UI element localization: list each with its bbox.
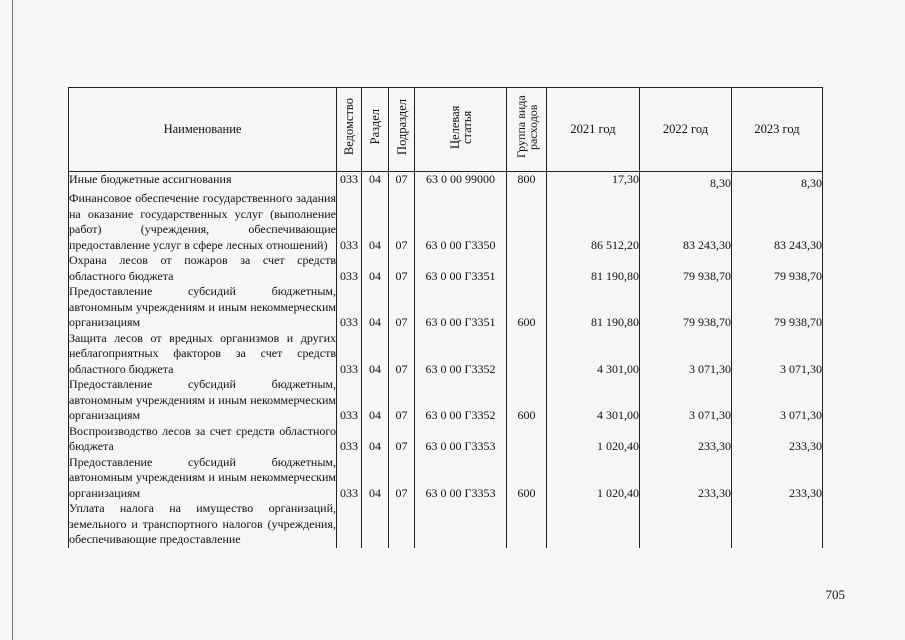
cell-v2021: 1 020,40 <box>547 424 640 455</box>
cell-vr <box>507 424 547 455</box>
cell-razd: 04 <box>362 284 389 331</box>
cell-cs: 63 0 00 Г3352 <box>415 331 507 378</box>
cell-v2023: 3 071,30 <box>732 331 823 378</box>
cell-podr: 07 <box>389 377 415 424</box>
cell-v2023: 83 243,30 <box>732 191 823 253</box>
cell-cs: 63 0 00 99000 <box>415 171 507 191</box>
header-name: Наименование <box>69 88 337 172</box>
cell-razd: 04 <box>362 171 389 191</box>
cell-v2021: 1 020,40 <box>547 455 640 502</box>
cell-podr: 07 <box>389 424 415 455</box>
cell-v2022: 233,30 <box>640 424 732 455</box>
header-2022: 2022 год <box>640 88 732 172</box>
table-row <box>69 253 823 284</box>
cell-razd: 04 <box>362 455 389 502</box>
cell-name: Предоставление субсидий бюджетным, автономным учреждениям и иным некоммерческим организациям <box>69 454 336 500</box>
table-header-row <box>69 88 823 172</box>
cell-v2022: 3 071,30 <box>640 377 732 424</box>
table-row <box>69 424 823 455</box>
table-row <box>69 331 823 378</box>
cell-ved: 033 <box>337 284 362 331</box>
cell-vr: 800 <box>507 171 547 191</box>
cell-v2023: 79 938,70 <box>732 253 823 284</box>
cell-razd: 04 <box>362 424 389 455</box>
cell-cs: 63 0 00 Г3353 <box>415 424 507 455</box>
table-row <box>69 377 823 424</box>
cell-v2022: 3 071,30 <box>640 331 732 378</box>
cell-vr <box>507 253 547 284</box>
cell-cs: 63 0 00 Г3353 <box>415 455 507 502</box>
cell-razd: 04 <box>362 331 389 378</box>
cell-v2021 <box>547 501 640 548</box>
header-celevaya: Целевая статья <box>415 88 507 172</box>
cell-razd: 04 <box>362 191 389 253</box>
cell-v2022: 79 938,70 <box>640 284 732 331</box>
page-number: 705 <box>825 587 845 602</box>
cell-podr <box>389 501 415 548</box>
table-row <box>69 455 823 502</box>
cell-name: Воспроизводство лесов за счет средств областного бюджета <box>69 423 336 453</box>
cell-ved: 033 <box>337 455 362 502</box>
cell-cs: 63 0 00 Г3352 <box>415 377 507 424</box>
cell-podr: 07 <box>389 171 415 191</box>
cell-cs: 63 0 00 Г3350 <box>415 191 507 253</box>
cell-v2021: 86 512,20 <box>547 191 640 253</box>
cell-v2023: 233,30 <box>732 424 823 455</box>
cell-v2021: 81 190,80 <box>547 253 640 284</box>
cell-ved: 033 <box>337 253 362 284</box>
cell-ved <box>337 501 362 548</box>
cell-v2023: 3 071,30 <box>732 377 823 424</box>
cell-razd: 04 <box>362 253 389 284</box>
cell-name: Охрана лесов от пожаров за счет средств областного бюджета <box>69 253 336 283</box>
cell-v2022 <box>640 501 732 548</box>
header-2023: 2023 год <box>732 88 823 172</box>
cell-razd: 04 <box>362 377 389 424</box>
cell-v2021: 81 190,80 <box>547 284 640 331</box>
cell-podr: 07 <box>389 253 415 284</box>
cell-podr: 07 <box>389 191 415 253</box>
cell-v2022: 233,30 <box>640 455 732 502</box>
cell-vr: 600 <box>507 455 547 502</box>
table-row <box>69 171 823 191</box>
budget-table <box>68 87 823 548</box>
cell-podr: 07 <box>389 284 415 331</box>
cell-vr: 600 <box>507 284 547 331</box>
cell-name: Уплата налога на имущество организаций, земельного и транспортного налогов (учреждения, обеспечивающие предоставление <box>69 501 336 546</box>
cell-podr: 07 <box>389 331 415 378</box>
table-row <box>69 191 823 253</box>
header-gruppa: Группа вида расходов <box>507 88 547 172</box>
cell-v2021: 4 301,00 <box>547 331 640 378</box>
cell-cs <box>415 501 507 548</box>
cell-razd <box>362 501 389 548</box>
cell-ved: 033 <box>337 377 362 424</box>
cell-v2022: 79 938,70 <box>640 253 732 284</box>
cell-ved: 033 <box>337 331 362 378</box>
header-vedomstvo: Ведомство <box>337 88 362 172</box>
cell-v2023: 233,30 <box>732 455 823 502</box>
cell-v2023 <box>732 501 823 548</box>
cell-vr <box>507 331 547 378</box>
cell-v2021: 17,30 <box>547 171 640 191</box>
cell-name: Финансовое обеспечение государственного задания на оказание государственных услуг (выполнение работ) (учреждения, обеспечивающие предоставление услуг в сфере лесных отношений) <box>69 191 336 252</box>
cell-vr <box>507 501 547 548</box>
cell-vr <box>507 191 547 253</box>
table-row <box>69 284 823 331</box>
cell-v2023: 79 938,70 <box>732 284 823 331</box>
cell-v2023: 8,30 <box>732 171 823 191</box>
header-2021: 2021 год <box>547 88 640 172</box>
cell-name: Предоставление субсидий бюджетным, автономным учреждениям и иным некоммерческим организациям <box>69 377 336 422</box>
header-podrazdel: Подраздел <box>389 88 415 172</box>
cell-name: Иные бюджетные ассигнования <box>69 171 337 191</box>
cell-ved: 033 <box>337 171 362 191</box>
cell-v2022: 83 243,30 <box>640 191 732 253</box>
header-razdel: Раздел <box>362 88 389 172</box>
left-margin-rule <box>12 0 13 640</box>
cell-name: Защита лесов от вредных организмов и других неблагоприятных факторов за счет средств областного бюджета <box>69 330 336 376</box>
cell-ved: 033 <box>337 191 362 253</box>
table-row <box>69 501 823 548</box>
cell-name: Предоставление субсидий бюджетным, автономным учреждениям и иным некоммерческим организациям <box>69 284 336 329</box>
cell-podr: 07 <box>389 455 415 502</box>
cell-ved: 033 <box>337 424 362 455</box>
cell-vr: 600 <box>507 377 547 424</box>
cell-cs: 63 0 00 Г3351 <box>415 284 507 331</box>
cell-v2022: 8,30 <box>640 171 732 191</box>
cell-v2021: 4 301,00 <box>547 377 640 424</box>
cell-cs: 63 0 00 Г3351 <box>415 253 507 284</box>
